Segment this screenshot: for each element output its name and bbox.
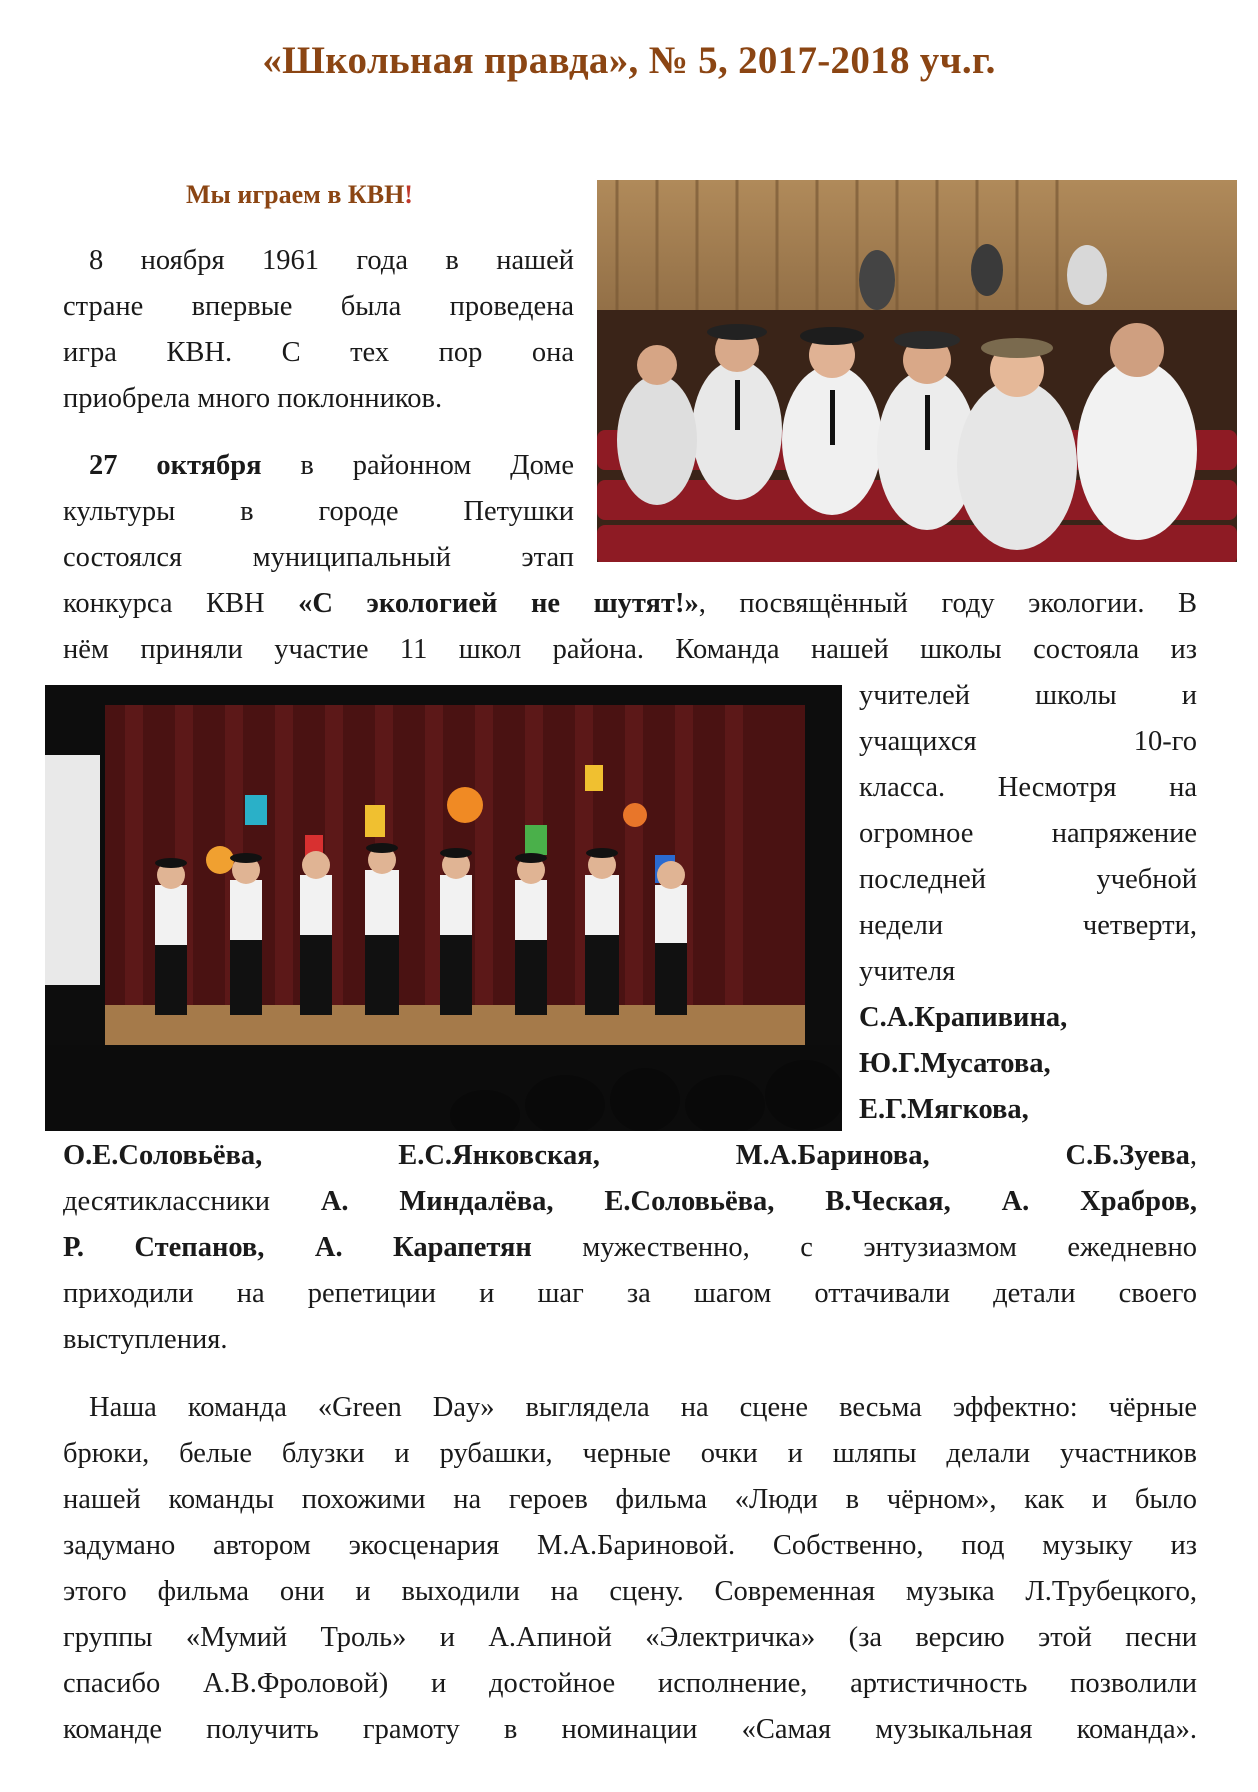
paragraph-4-line-7: спасибо А.В.Фроловой) и достойное исполнение, артистичность позволили (63, 1668, 1197, 1699)
paragraph-1-line-4: приобрела много поклонников. (63, 383, 443, 414)
right-col-line-2: учащихся 10-го (859, 726, 1197, 757)
teacher-name: С.Б.Зуева (1065, 1140, 1190, 1171)
paragraph-1-line-1: 8 ноября 1961 года в нашей (89, 245, 574, 276)
paragraph-3-line-2: приходили на репетиции и шаг за шагом оттачивали детали своего (63, 1278, 1197, 1309)
teacher-name: Е.Г.Мягкова, (859, 1094, 1029, 1125)
teacher-name: О.Е.Соловьёва, (63, 1140, 263, 1171)
right-col-line-5: последней учебной (859, 864, 1197, 895)
paragraph-2-line-3: состоялся муниципальный этап (63, 542, 574, 573)
student-name: Р. Степанов, (63, 1232, 265, 1263)
teacher-name: С.А.Крапивина, (859, 1002, 1068, 1033)
paragraph-2-line-5: нём приняли участие 11 школ района. Команда нашей школы состояла из (63, 634, 1197, 665)
paragraph-4-line-8: команде получить грамоту в номинации «Самая музыкальная команда». (63, 1714, 1197, 1745)
article-title-exclamation: ! (404, 180, 413, 209)
teacher-name: Ю.Г.Мусатова, (859, 1048, 1051, 1079)
event-date: 27 октября (89, 450, 262, 481)
paragraph-4-line-1: Наша команда «Green Day» выглядела на сцене весьма эффектно: чёрные (89, 1392, 1197, 1423)
audience-photo (597, 180, 1237, 562)
paragraph-4-line-4: задумано автором экосценария М.А.Бариновой. Собственно, под музыку из (63, 1530, 1197, 1561)
student-name: Е.Соловьёва, (604, 1186, 775, 1217)
student-name: А. Карапетян (314, 1232, 532, 1263)
right-col-line-1: учителей школы и (859, 680, 1197, 711)
paragraph-4-line-6: группы «Мумий Троль» и А.Апиной «Электричка» (за версию этой песни (63, 1622, 1197, 1653)
student-name: А. Храбров, (1001, 1186, 1198, 1217)
paragraph-1-line-2: стране впервые была проведена (63, 291, 574, 322)
stage-photo (45, 685, 842, 1131)
right-col-line-6: недели четверти, (859, 910, 1197, 941)
article-title-text: Мы играем в КВН (186, 180, 405, 209)
student-name: А. Миндалёва, (320, 1186, 554, 1217)
student-name: В.Ческая, (825, 1186, 951, 1217)
students-row-2: Р. Степанов, А. Карапетян мужественно, с энтузиазмом ежедневно (63, 1232, 1197, 1263)
paragraph-4-line-2: брюки, белые блузки и рубашки, черные очки и шляпы делали участников (63, 1438, 1197, 1469)
paragraph-1-line-3: игра КВН. С тех пор она (63, 337, 574, 368)
paragraph-2-line-1: 27 октября в районном Доме (89, 450, 575, 481)
contest-name: «С экологией не шутят!» (298, 588, 699, 619)
article-title (186, 180, 413, 210)
right-col-line-7: учителя (859, 956, 956, 987)
teacher-name: М.А.Баринова, (735, 1140, 930, 1171)
right-col-line-4: огромное напряжение (859, 818, 1197, 849)
paragraph-4-line-3: нашей команды похожими на героев фильма «Люди в чёрном», как и было (63, 1484, 1197, 1515)
paragraph-2-line-4: конкурса КВН «С экологией не шутят!», посвящённый году экологии. В (63, 588, 1198, 619)
masthead-title: «Школьная правда», № 5, 2017-2018 уч.г. (262, 39, 996, 82)
teacher-name: Е.С.Янковская, (398, 1140, 600, 1171)
students-row-1: десятиклассники А. Миндалёва, Е.Соловьёва, В.Ческая, А. Храбров, (63, 1186, 1198, 1217)
paragraph-4-line-5: этого фильма они и выходили на сцену. Современная музыка Л.Трубецкого, (63, 1576, 1197, 1607)
paragraph-3-line-3: выступления. (63, 1324, 228, 1355)
paragraph-2-line-2: культуры в городе Петушки (63, 496, 574, 527)
right-col-line-3: класса. Несмотря на (859, 772, 1197, 803)
teachers-row: О.Е.Соловьёва, Е.С.Янковская, М.А.Баринова, С.Б.Зуева, (63, 1140, 1198, 1171)
